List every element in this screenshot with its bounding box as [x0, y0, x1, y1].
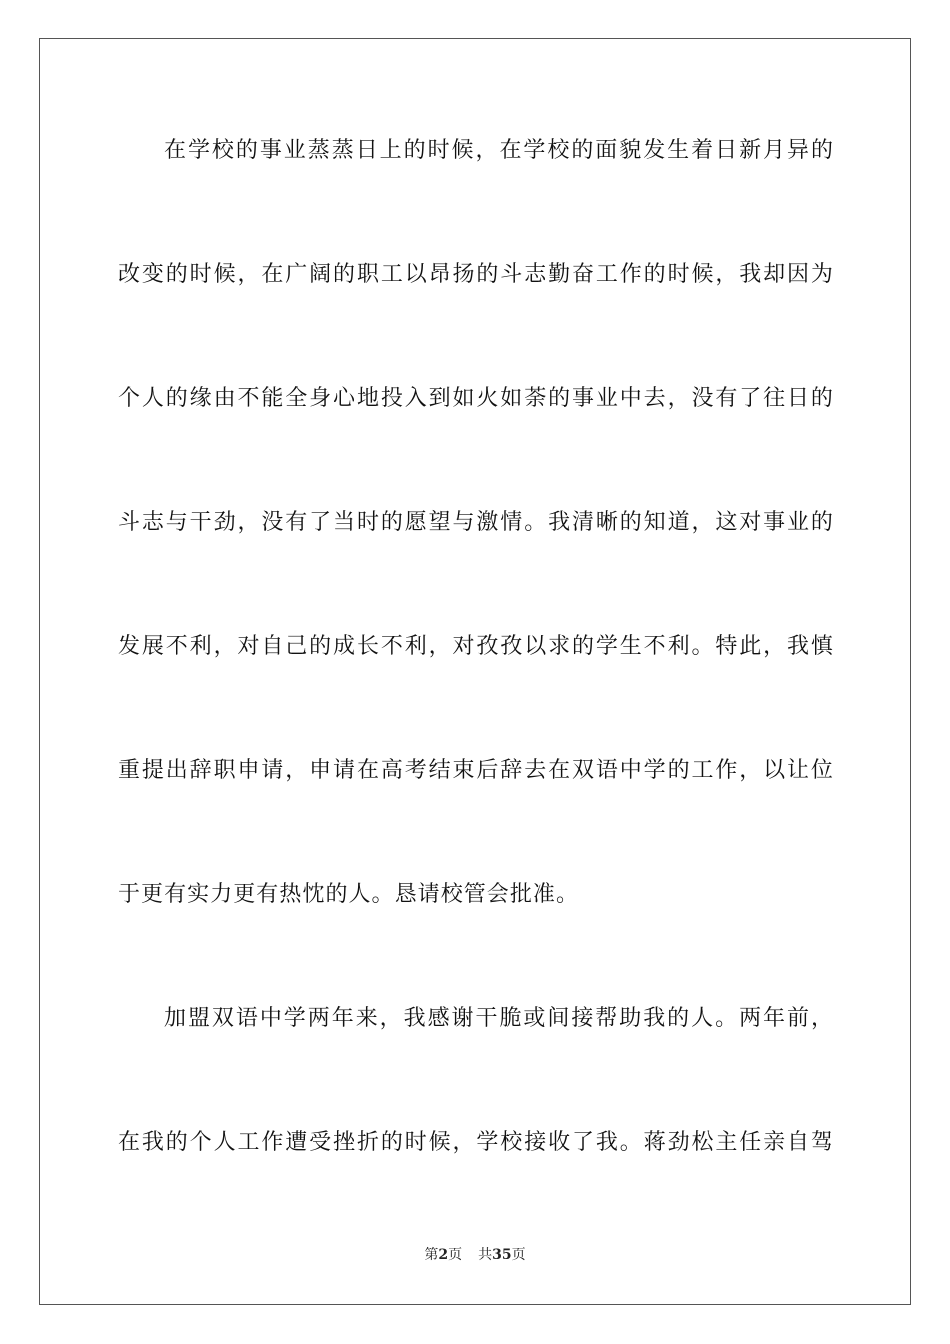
- page-frame: [39, 38, 911, 1305]
- total-pages: 35: [492, 1247, 512, 1263]
- page-prefix: 第: [424, 1247, 439, 1263]
- paragraph-2-line-2: 在我的个人工作遭受挫折的时候，学校接收了我。蒋劲松主任亲自驾: [118, 1130, 834, 1155]
- paragraph-1-line-5: 发展不利，对自己的成长不利，对孜孜以求的学生不利。特此，我慎: [118, 634, 834, 659]
- paragraph-1-line-1: 在学校的事业蒸蒸日上的时候，在学校的面貌发生着日新月异的: [164, 138, 834, 163]
- paragraph-1-line-7: 于更有实力更有热忱的人。恳请校管会批准。: [118, 882, 580, 907]
- page-footer: [0, 1245, 950, 1265]
- total-suffix: 页: [511, 1247, 526, 1263]
- page-suffix: 页: [448, 1247, 463, 1263]
- paragraph-1-line-6: 重提出辞职申请，申请在高考结束后辞去在双语中学的工作，以让位: [118, 758, 834, 783]
- paragraph-2-line-1: 加盟双语中学两年来，我感谢干脆或间接帮助我的人。两年前，: [164, 1006, 834, 1031]
- paragraph-1-line-3: 个人的缘由不能全身心地投入到如火如荼的事业中去，没有了往日的: [118, 386, 834, 411]
- page-number: 2: [438, 1247, 449, 1263]
- paragraph-1-line-2: 改变的时候，在广阔的职工以昂扬的斗志勤奋工作的时候，我却因为: [118, 262, 834, 287]
- total-prefix: 共: [478, 1247, 493, 1263]
- paragraph-1-line-4: 斗志与干劲，没有了当时的愿望与激情。我清晰的知道，这对事业的: [118, 510, 834, 535]
